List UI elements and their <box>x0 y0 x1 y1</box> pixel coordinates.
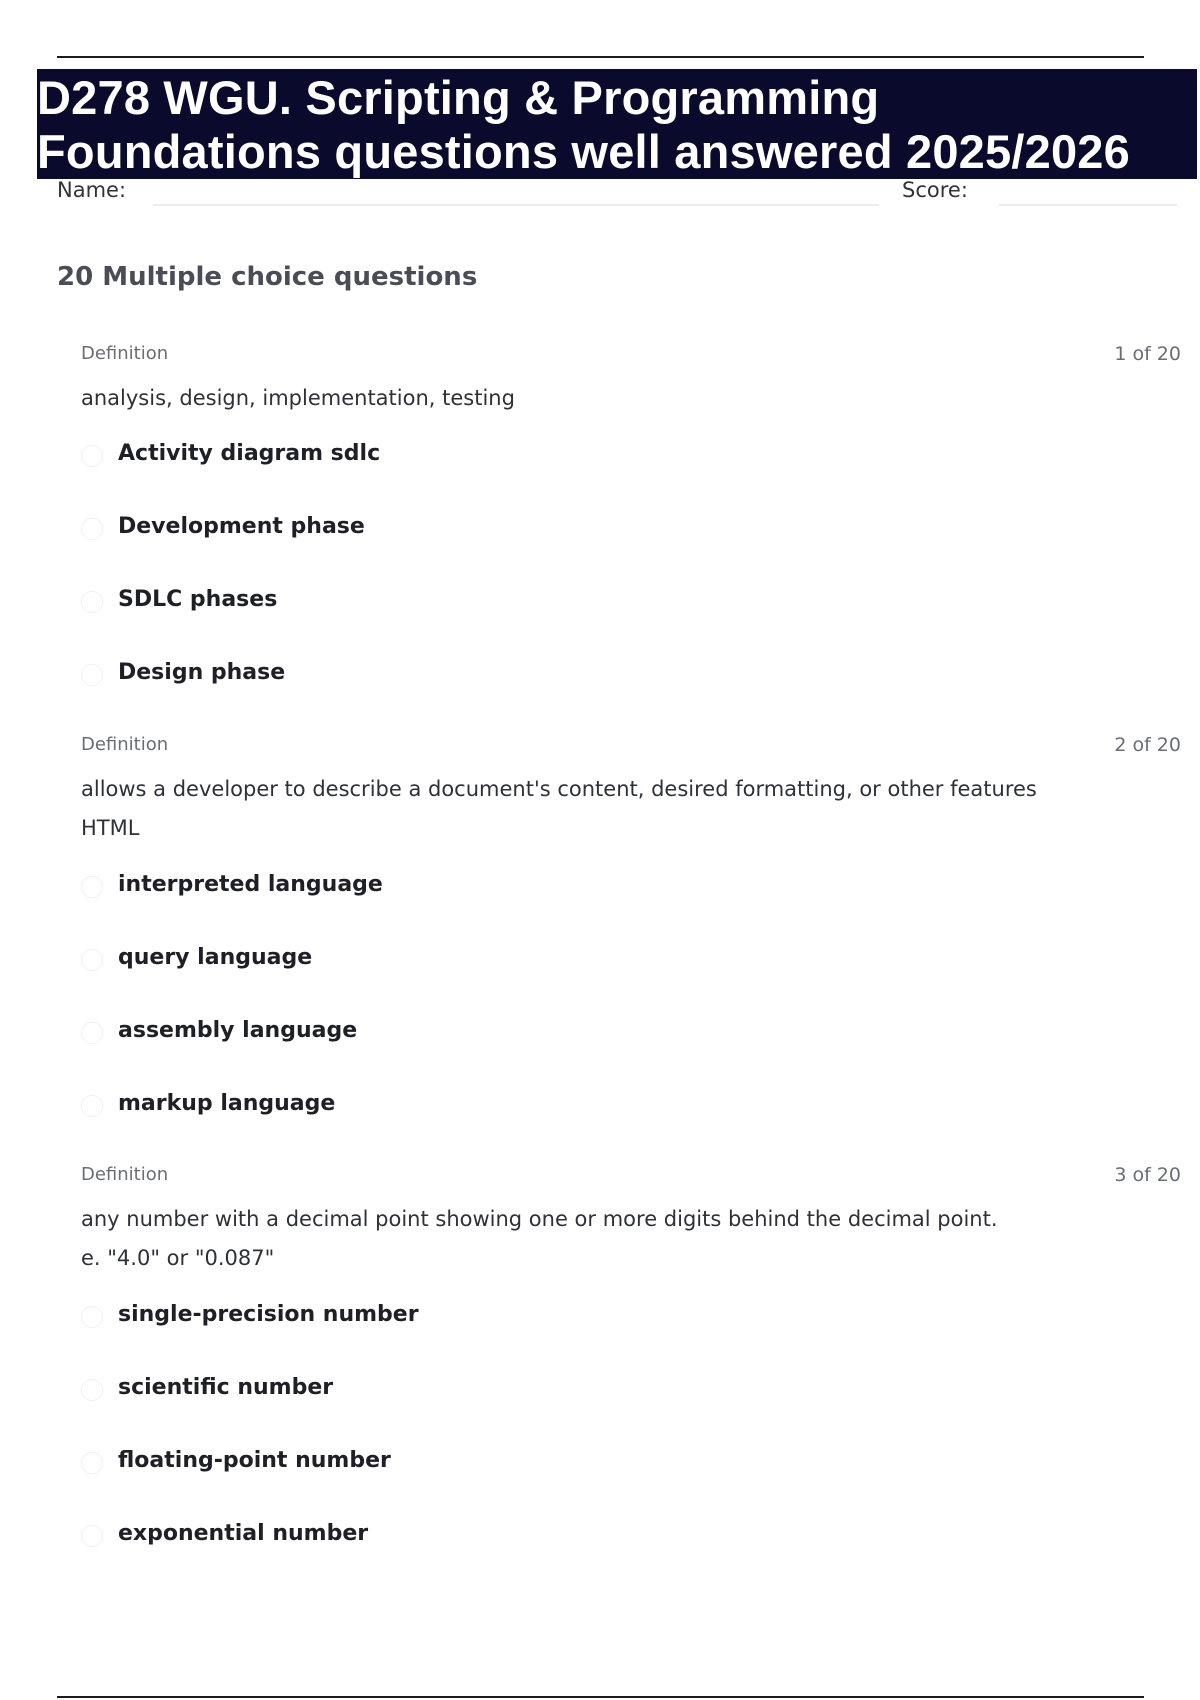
prompt-line-2: HTML <box>81 816 140 840</box>
answer-option[interactable] <box>81 870 681 906</box>
option-label: assembly language <box>118 1018 358 1043</box>
answer-option[interactable] <box>81 512 681 548</box>
question-type-label: Definition <box>81 734 169 755</box>
question-counter: 2 of 20 <box>1114 734 1181 756</box>
option-label: SDLC phases <box>118 587 278 612</box>
title-line-2: Foundations questions well answered 2025/2026 <box>37 125 1130 178</box>
option-label: interpreted language <box>118 872 383 897</box>
name-label: Name: <box>57 178 127 202</box>
radio-icon[interactable] <box>81 1452 103 1474</box>
question-prompt <box>81 770 1081 848</box>
radio-icon[interactable] <box>81 591 103 613</box>
question-1 <box>81 343 1181 683</box>
answer-option[interactable] <box>81 1519 681 1555</box>
answer-option[interactable] <box>81 585 681 621</box>
answer-option[interactable] <box>81 943 681 979</box>
question-counter: 1 of 20 <box>1114 343 1181 365</box>
radio-icon[interactable] <box>81 949 103 971</box>
radio-icon[interactable] <box>81 1095 103 1117</box>
option-label: scientific number <box>118 1375 334 1400</box>
radio-icon[interactable] <box>81 1379 103 1401</box>
name-field-line[interactable] <box>153 204 879 206</box>
question-2 <box>81 734 1181 1114</box>
option-label: Design phase <box>118 660 286 685</box>
radio-icon[interactable] <box>81 664 103 686</box>
prompt-line-1: allows a developer to describe a document's content, desired formatting, or other features <box>81 777 1037 801</box>
option-label: single-precision number <box>118 1302 419 1327</box>
answer-option[interactable] <box>81 658 681 694</box>
radio-icon[interactable] <box>81 518 103 540</box>
radio-icon[interactable] <box>81 876 103 898</box>
option-label: exponential number <box>118 1521 369 1546</box>
prompt-line-1: any number with a decimal point showing one or more digits behind the decimal point. <box>81 1207 998 1231</box>
answer-option[interactable] <box>81 1373 681 1409</box>
option-label: markup language <box>118 1091 336 1116</box>
score-field-line[interactable] <box>999 204 1177 206</box>
radio-icon[interactable] <box>81 1525 103 1547</box>
bottom-rule <box>57 1696 1144 1698</box>
score-label: Score: <box>902 178 968 202</box>
option-label: floating-point number <box>118 1448 391 1473</box>
document-title <box>37 69 1197 179</box>
answer-option[interactable] <box>81 1300 681 1336</box>
answer-option[interactable] <box>81 439 681 475</box>
option-label: query language <box>118 945 313 970</box>
radio-icon[interactable] <box>81 445 103 467</box>
question-counter: 3 of 20 <box>1114 1164 1181 1186</box>
question-prompt <box>81 379 1081 418</box>
name-score-row <box>57 174 1177 210</box>
prompt-text: analysis, design, implementation, testing <box>81 386 515 410</box>
answer-option[interactable] <box>81 1089 681 1125</box>
question-prompt <box>81 1200 1081 1278</box>
answer-option[interactable] <box>81 1446 681 1482</box>
section-heading: 20 Multiple choice questions <box>57 262 478 292</box>
answer-option[interactable] <box>81 1016 681 1052</box>
title-line-1: D278 WGU. Scripting & Programming <box>37 71 880 124</box>
prompt-line-2: e. "4.0" or "0.087" <box>81 1246 275 1270</box>
option-label: Activity diagram sdlc <box>118 441 381 466</box>
radio-icon[interactable] <box>81 1306 103 1328</box>
option-label: Development phase <box>118 514 365 539</box>
radio-icon[interactable] <box>81 1022 103 1044</box>
top-rule <box>57 56 1144 58</box>
question-3 <box>81 1164 1181 1564</box>
question-type-label: Definition <box>81 343 169 364</box>
question-type-label: Definition <box>81 1164 169 1185</box>
